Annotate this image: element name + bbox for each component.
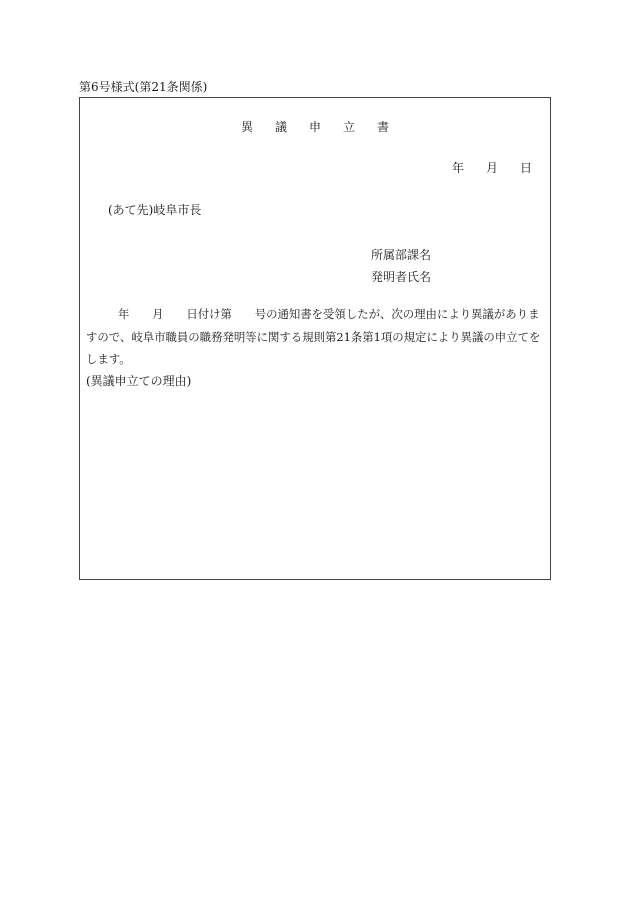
body-text	[86, 303, 548, 371]
body-line-2: すので、岐阜市職員の職務発明等に関する規則第21条第1項の規定により異議の申立てを	[86, 329, 541, 344]
department-label: 所属部課名	[371, 248, 432, 262]
date-year-label: 年	[451, 161, 464, 175]
reason-label: (異議申立ての理由)	[86, 374, 192, 388]
body-line-3: します。	[86, 352, 131, 366]
inventor-name-label: 発明者氏名	[371, 270, 432, 284]
date-day-label: 日	[519, 161, 532, 175]
sender-block	[371, 244, 431, 288]
date-line	[452, 161, 532, 175]
form-number-label: 第6号様式(第21条関係)	[79, 80, 208, 94]
body-line-1: 年 月 日付け第 号の通知書を受領したが、次の理由により異議がありま	[118, 307, 540, 321]
document-title: 異議申立書	[240, 120, 411, 134]
addressee: (あて先)岐阜市長	[108, 203, 202, 217]
date-month-label: 月	[485, 161, 498, 175]
form-frame	[79, 97, 551, 580]
